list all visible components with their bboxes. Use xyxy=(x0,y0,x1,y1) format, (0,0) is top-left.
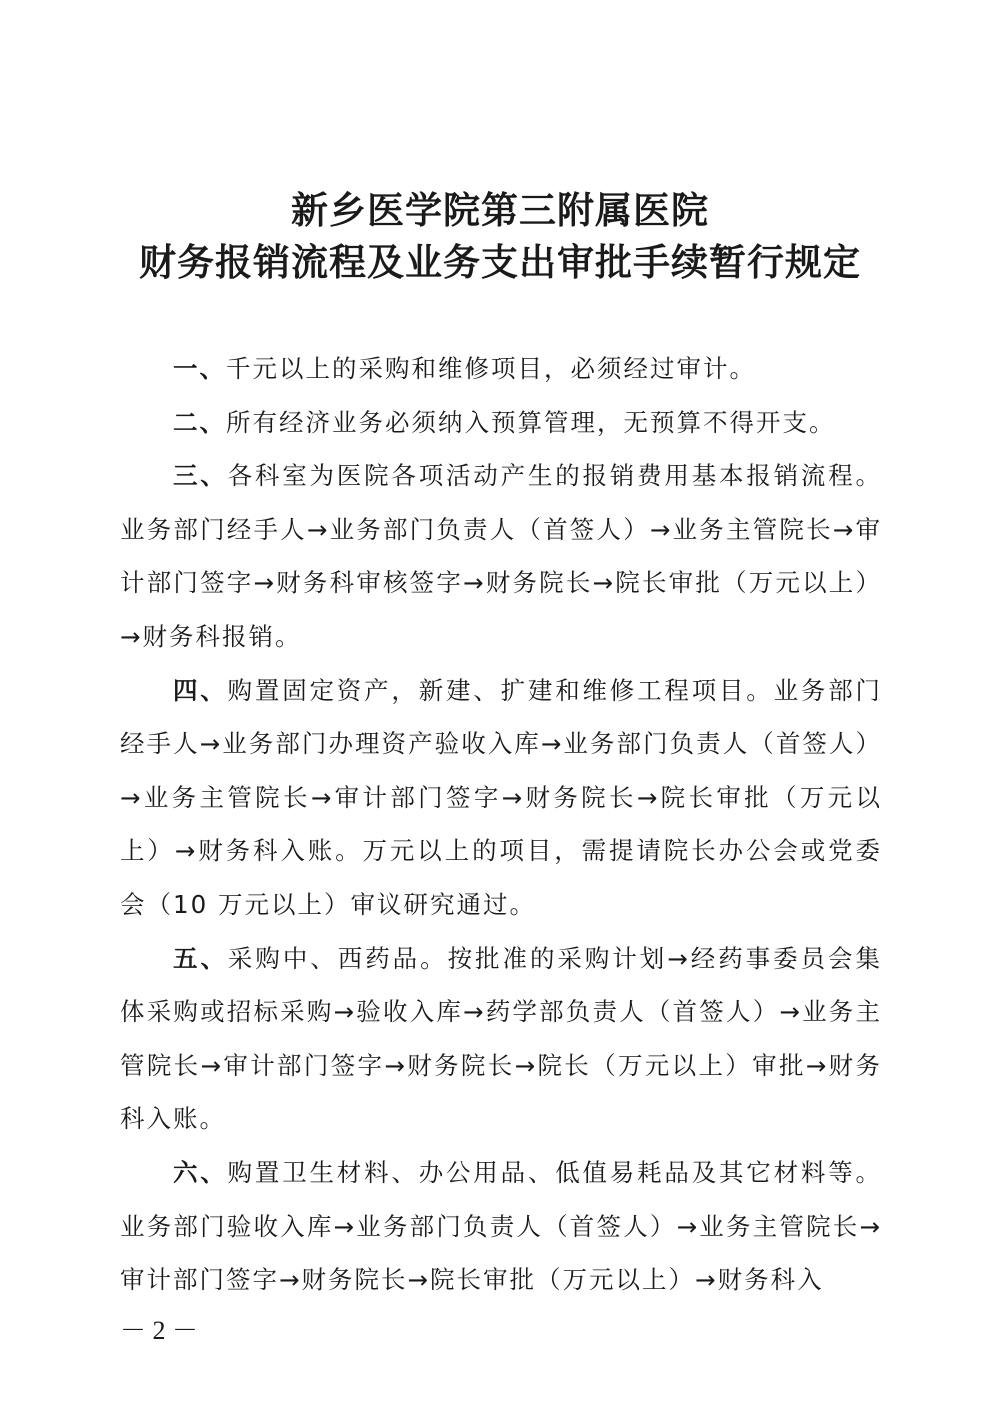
paragraph-text: 各科室为医院各项活动产生的报销费用基本报销流程。业务部门经手人→业务部门负责人（首签人）→业务主管院长→审计部门签字→财务科审核签字→财务院长→院长审批（万元以上）→财务科报销。 xyxy=(120,461,883,651)
paragraph-4 xyxy=(120,664,882,932)
page-number: － 2 － xyxy=(120,1316,199,1345)
document-title-line2: 财务报销流程及业务支出审批手续暂行规定 xyxy=(139,240,861,284)
document-body xyxy=(120,342,882,1307)
paragraph-2 xyxy=(120,396,882,450)
paragraph-lead: 一、 xyxy=(173,354,226,383)
paragraph-lead: 六、 xyxy=(173,1157,228,1187)
paragraph-text: 购置卫生材料、办公用品、低值易耗品及其它材料等。业务部门验收入库→业务部门负责人（首签人）→业务主管院长→审计部门签字→财务院长→院长审批（万元以上）→财务科入 xyxy=(120,1157,883,1295)
paragraph-lead: 三、 xyxy=(173,461,228,491)
paragraph-text: 所有经济业务必须纳入预算管理，无预算不得开支。 xyxy=(226,407,836,437)
paragraph-3 xyxy=(120,449,882,663)
paragraph-lead: 四、 xyxy=(173,675,228,705)
paragraph-6 xyxy=(120,1146,882,1307)
paragraph-1 xyxy=(120,342,882,396)
paragraph-text: 千元以上的采购和维修项目，必须经过审计。 xyxy=(226,354,756,383)
paragraph-text: 购置固定资产，新建、扩建和维修工程项目。业务部门经手人→业务部门办理资产验收入库→业务部门负责人（首签人）→业务主管院长→审计部门签字→财务院长→院长审批（万元以上）→财务科入账。万元以上的项目，需提请院长办公会或党委会（10 万元以上）审议研究通过。 xyxy=(120,675,883,919)
paragraph-lead: 五、 xyxy=(173,943,228,973)
document-title-line1: 新乡医学院第三附属医院 xyxy=(291,188,709,232)
paragraph-text: 采购中、西药品。按批准的采购计划→经药事委员会集体采购或招标采购→验收入库→药学部负责人（首签人）→业务主管院长→审计部门签字→财务院长→院长（万元以上）审批→财务科入账。 xyxy=(120,943,882,1134)
paragraph-lead: 二、 xyxy=(173,407,226,437)
paragraph-5 xyxy=(120,932,882,1146)
